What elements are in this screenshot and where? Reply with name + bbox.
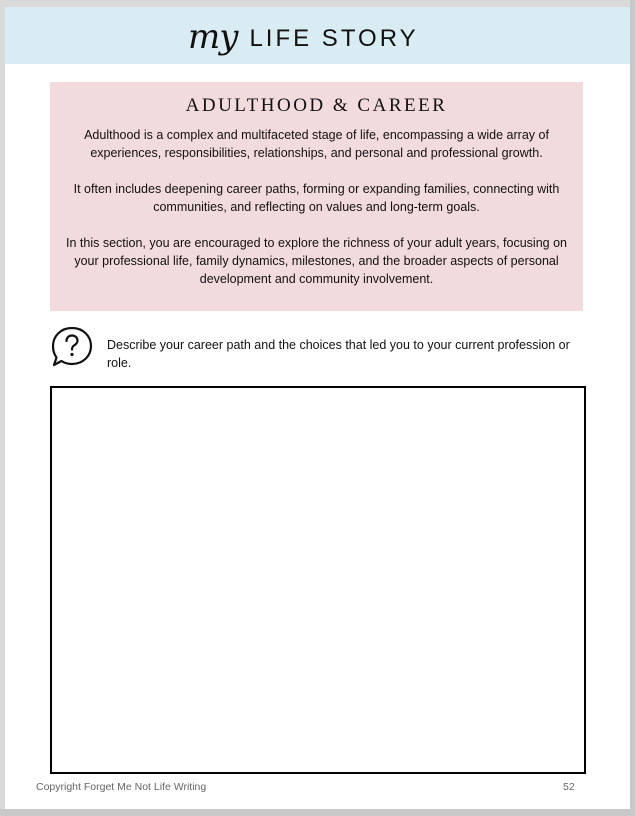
question-speech-bubble-icon xyxy=(50,325,94,369)
intro-box xyxy=(50,82,583,311)
footer-copyright: Copyright Forget Me Not Life Writing xyxy=(36,781,207,793)
answer-writing-box[interactable] xyxy=(50,386,586,774)
viewer-edge-right xyxy=(630,0,635,816)
intro-paragraph-3: In this section, you are encouraged to explore the richness of your adult years, focusing on your professional life, family dynamics, milestones, and the broader aspects of personal development and community involvement. xyxy=(66,236,567,286)
viewer-edge-bottom xyxy=(0,809,635,816)
header-title xyxy=(188,13,419,65)
footer-page-number: 52 xyxy=(563,781,575,793)
page xyxy=(5,7,630,809)
intro-paragraph-2: It often includes deepening career paths, forming or expanding families, connecting with communities, and reflecting on values and long-term goals. xyxy=(73,182,560,214)
header-main-title: LIFE STORY xyxy=(249,25,419,52)
prompt-row xyxy=(50,325,590,373)
prompt-question: Describe your career path and the choices that led you to your current profession or role. xyxy=(107,338,570,370)
section-heading: ADULTHOOD & CAREER xyxy=(185,95,448,116)
header-script-word: my xyxy=(188,17,238,57)
header-band xyxy=(5,7,630,64)
intro-paragraph-1: Adulthood is a complex and multifaceted stage of life, encompassing a wide array of experiences, responsibilities, relationships, and personal and professional growth. xyxy=(84,128,549,160)
